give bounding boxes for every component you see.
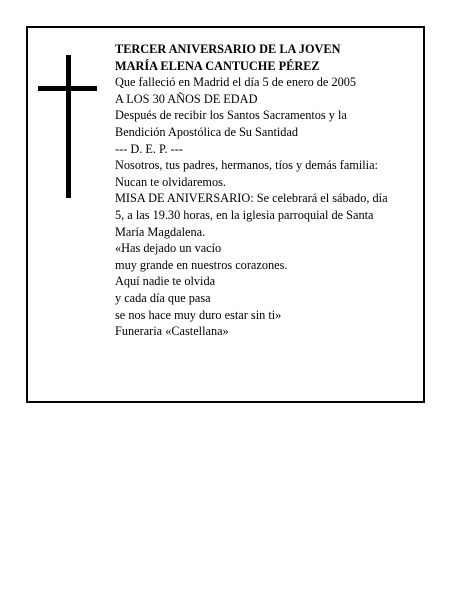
cross-vertical-bar (66, 55, 71, 198)
church-line: María Magdalena. (115, 224, 206, 239)
rip-line: --- D. E. P. --- (115, 141, 183, 156)
benediction-line: Bendición Apostólica de Su Santidad (115, 124, 299, 139)
mass-time-line: 5, a las 19.30 horas, en la iglesia parroquial de Santa (115, 207, 374, 222)
notice-text (115, 41, 421, 340)
obituary-notice (26, 26, 425, 403)
mass-line: MISA DE ANIVERSARIO: Se celebrará el sábado, día (115, 191, 388, 206)
deceased-name: MARÍA ELENA CANTUCHE PÉREZ (115, 58, 320, 73)
poem-line: y cada día que pasa (115, 290, 211, 305)
death-date-line: Que falleció en Madrid el día 5 de enero de 2005 (115, 75, 357, 90)
age-line: A LOS 30 AÑOS DE EDAD (115, 91, 258, 106)
poem-line: muy grande en nuestros corazones. (115, 257, 288, 272)
poem-line: «Has dejado un vacío (115, 241, 222, 256)
family-line: Nosotros, tus padres, hermanos, tíos y demás familia: (115, 158, 378, 173)
funeral-home-line: Funeraria «Castellana» (115, 324, 229, 339)
cross-horizontal-bar (38, 86, 97, 91)
poem-line: Aquí nadie te olvida (115, 274, 216, 289)
remembrance-line: Nucan te olvidaremos. (115, 174, 226, 189)
notice-heading-line: TERCER ANIVERSARIO DE LA JOVEN (115, 42, 341, 56)
sacraments-line: Después de recibir los Santos Sacramentos y la (115, 108, 347, 123)
poem-line: se nos hace muy duro estar sin ti» (115, 307, 282, 322)
